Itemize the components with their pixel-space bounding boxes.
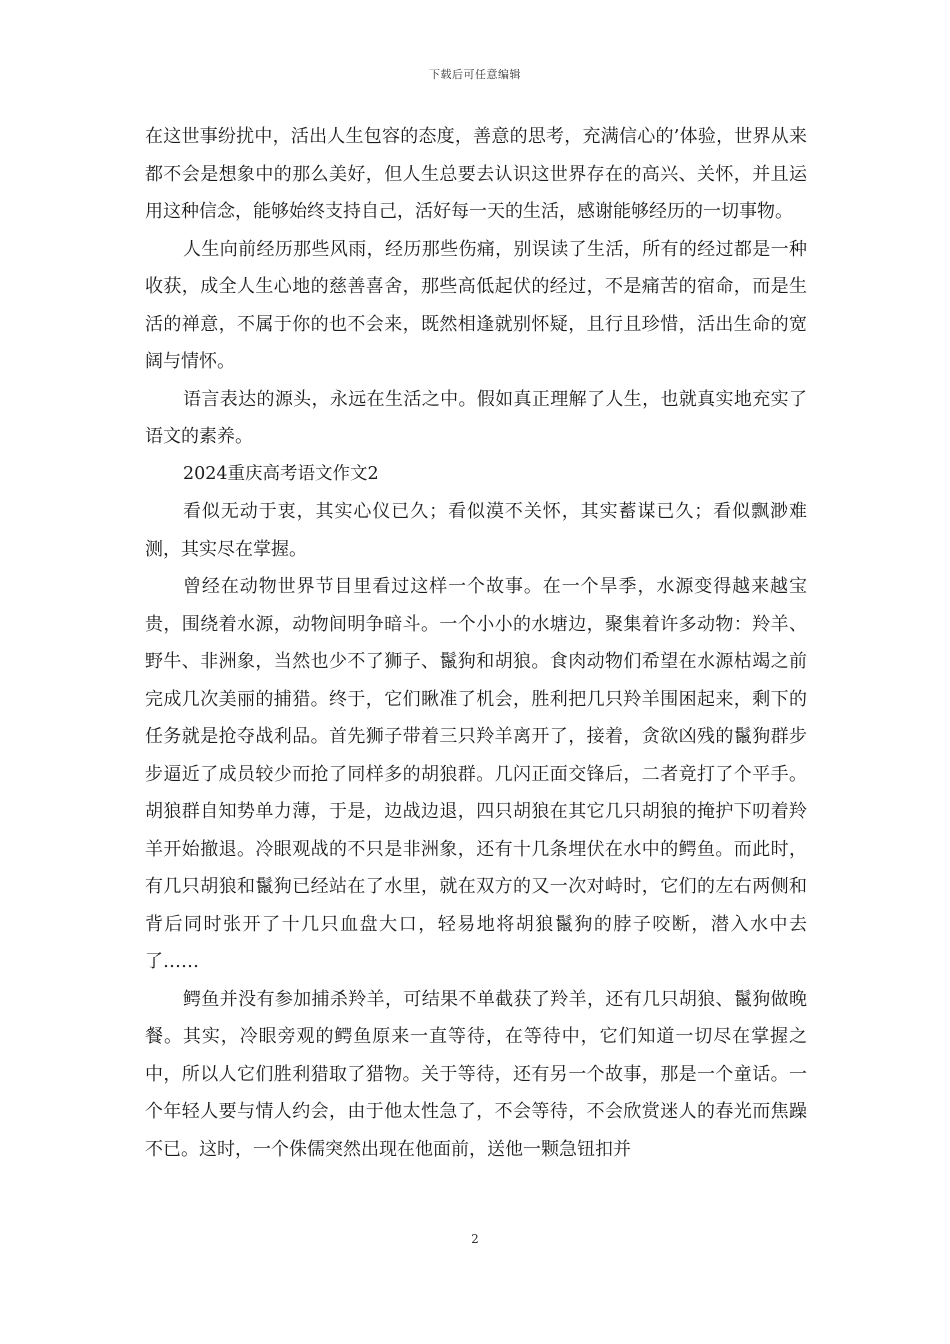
page-number: 2 <box>471 1232 479 1246</box>
document-body <box>145 118 807 1168</box>
paragraph-4: 看似无动于衷，其实心仪已久；看似漠不关怀，其实蓄谋已久；看似飘渺难测，其实尽在掌握。 <box>145 501 807 560</box>
paragraph-3: 语言表达的源头，永远在生活之中。假如真正理解了人生，也就真实地充实了语文的素养。 <box>145 388 807 447</box>
paragraph-5: 曾经在动物世界节目里看过这样一个故事。在一个旱季，水源变得越来越宝贵，围绕着水源，动物间明争暗斗。一个小小的水塘边，聚集着许多动物：羚羊、野牛、非洲象，当然也少不了狮子、鬣狗和胡狼。食肉动物们希望在水源枯竭之前完成几次美丽的捕猎。终于，它们瞅准了机会，胜利把几只羚羊围困起来，剩下的任务就是抢夺战利品。首先狮子带着三只羚羊离开了，接着，贪欲凶残的鬣狗群步步逼近了成员较少而抢了同样多的胡狼群。几闪正面交锋后，二者竟打了个平手。胡狼群自知势单力薄，于是，边战边退，四只胡狼在其它几只胡狼的掩护下叨着羚羊开始撤退。冷眼观战的不只是非洲象，还有十几条埋伏在水中的鳄鱼。而此时，有几只胡狼和鬣狗已经站在了水里，就在双方的又一次对峙时，它们的左右两侧和背后同时张开了十几只血盘大口，轻易地将胡狼鬣狗的脖子咬断，潜入水中去了…… <box>145 576 807 972</box>
section-heading: 2024重庆高考语文作文2 <box>183 463 379 484</box>
paragraph-2: 人生向前经历那些风雨，经历那些伤痛，别误读了生活，所有的经过都是一种收获，成全人生心地的慈善喜舍，那些高低起伏的经过，不是痛苦的宿命，而是生活的禅意，不属于你的也不会来，既然相逢就别怀疑，且行且珍惜，活出生命的宽阔与情怀。 <box>145 238 807 372</box>
paragraph-6: 鳄鱼并没有参加捕杀羚羊，可结果不单截获了羚羊，还有几只胡狼、鬣狗做晚餐。其实，冷眼旁观的鳄鱼原来一直等待，在等待中，它们知道一切尽在掌握之中，所以人它们胜利猎取了猎物。关于等待，还有另一个故事，那是一个童话。一个年轻人要与情人约会，由于他太性急了，不会等待，不会欣赏迷人的春光而焦躁不已。这时，一个侏儒突然出现在他面前，送他一颗急钮扣并 <box>145 988 807 1160</box>
page-header: 下载后可任意编辑 <box>429 68 521 81</box>
paragraph-1: 在这世事纷扰中，活出人生包容的态度，善意的思考，充满信心的’体验，世界从来都不会是想象中的那么美好，但人生总要去认识这世界存在的高兴、关怀，并且运用这种信念，能够始终支持自己，活好每一天的生活，感谢能够经历的一切事物。 <box>145 126 807 222</box>
